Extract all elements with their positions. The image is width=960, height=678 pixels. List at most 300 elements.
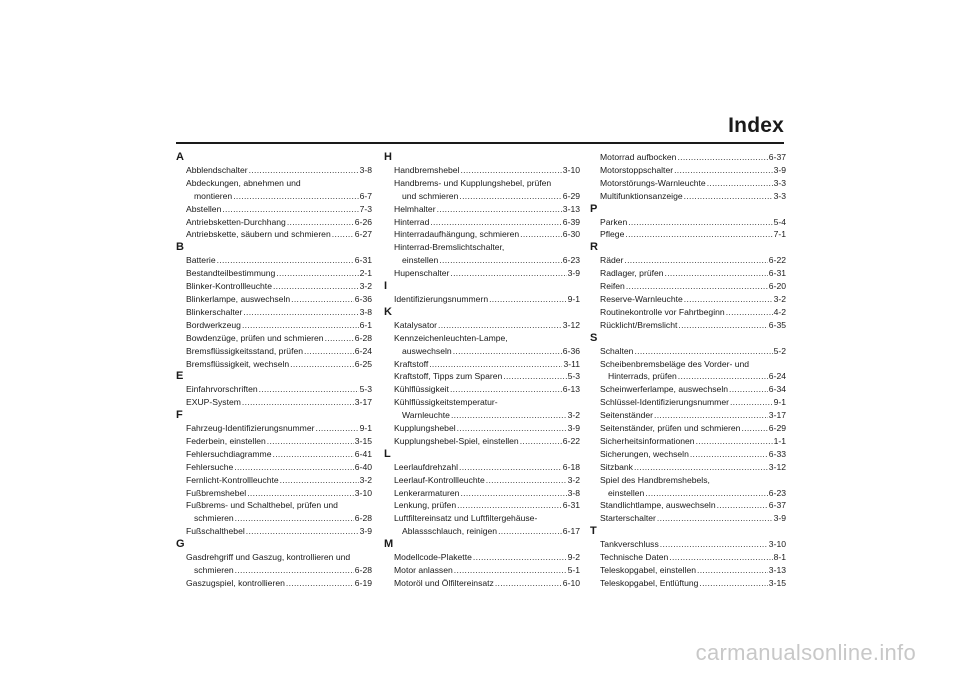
index-entry-page: 3-17 (768, 410, 786, 421)
index-entry-page: 6-28 (354, 513, 372, 524)
index-entry (176, 216, 372, 229)
index-entry (590, 151, 786, 164)
index-entry-text: Hinterrads, prüfen (608, 371, 677, 382)
index-entry-text: Leerlauf-Kontrollleuchte (394, 474, 485, 485)
dot-leader (454, 564, 567, 577)
index-entry-text: Lenkung, prüfen (394, 500, 457, 511)
dot-leader (267, 435, 354, 448)
index-entry-page: 3-3 (773, 177, 786, 188)
index-entry-page: 3-15 (354, 435, 372, 446)
dot-leader (243, 306, 358, 319)
index-entry-page: 6-23 (768, 487, 786, 498)
index-entry-text: Blinkerlampe, auswechseln (186, 293, 291, 304)
index-entry-text: Bowdenzüge, prüfen und schmieren (186, 332, 324, 343)
index-entry-page: 6-24 (354, 345, 372, 356)
index-entry-text: Bremsflüssigkeit, wechseln (186, 358, 290, 369)
dot-leader (437, 203, 562, 216)
index-entry (590, 370, 786, 383)
dot-leader (453, 345, 562, 358)
index-entry-page: 3-9 (773, 513, 786, 524)
index-entry-text: Antriebskette, säubern und schmieren (186, 229, 331, 240)
index-entry-text: Lenkerarmaturen (394, 487, 460, 498)
index-entry-page: 3-13 (768, 565, 786, 575)
index-entry (384, 499, 580, 512)
index-entry-page: 3-8 (359, 164, 372, 175)
index-entry (384, 435, 580, 448)
index-entry (590, 228, 786, 241)
index-entry-text: Blinker-Kontrollleuchte (186, 281, 272, 292)
index-column-1 (176, 151, 372, 590)
index-entry (590, 409, 786, 422)
index-entry-text: Hinterrad (394, 216, 430, 227)
index-entry (590, 577, 786, 590)
index-entry (384, 228, 580, 241)
index-entry-text: Multifunktionsanzeige (600, 190, 683, 201)
index-entry (590, 538, 786, 551)
index-letter-heading: P (590, 202, 598, 215)
dot-leader (430, 216, 561, 229)
dot-leader (626, 280, 768, 293)
index-entry (590, 216, 786, 229)
dot-leader (290, 358, 354, 371)
index-entry-page: 6-36 (354, 293, 372, 304)
index-entry-text: Warnleuchte (402, 410, 450, 421)
index-entry-page: 6-37 (768, 500, 786, 511)
index-entry (384, 564, 580, 577)
index-entry (176, 525, 372, 538)
index-entry (176, 267, 372, 280)
dot-leader (624, 254, 767, 267)
index-entry-text: Motorstörungs-Warnleuchte (600, 177, 706, 188)
dot-leader (460, 164, 561, 177)
dot-leader (628, 216, 772, 229)
index-entry-page: 3-9 (773, 164, 786, 175)
index-entry-text: Leerlaufdrehzahl (394, 461, 459, 472)
index-entry (590, 319, 786, 332)
index-entry (590, 448, 786, 461)
index-entry-page: 6-41 (354, 448, 372, 459)
index-entry-text: Modellcode-Plakette (394, 552, 472, 563)
index-entry (384, 164, 580, 177)
index-entry-text: montieren (194, 190, 233, 201)
dot-leader (625, 228, 772, 241)
index-entry (176, 228, 372, 241)
index-entry (590, 280, 786, 293)
index-entry-text: Parken (600, 216, 628, 227)
index-entry-page: 6-22 (768, 255, 786, 266)
dot-leader (217, 254, 354, 267)
index-entry-text: Abstellen (186, 203, 222, 214)
dot-leader (634, 345, 772, 358)
index-entry-page: 6-22 (562, 435, 580, 446)
index-entry (176, 293, 372, 306)
dot-leader (634, 461, 768, 474)
index-entry (176, 461, 372, 474)
dot-leader (654, 409, 768, 422)
index-letter-heading: H (384, 151, 392, 163)
dot-leader (520, 435, 562, 448)
dot-leader (503, 370, 566, 383)
dot-leader (235, 512, 354, 525)
index-entry-text: Sicherheitsinformationen (600, 435, 695, 446)
dot-leader (249, 164, 359, 177)
index-entry (176, 358, 372, 371)
index-entry-heading: Luftfiltereinsatz und Luftfiltergehäuse- (394, 513, 538, 524)
index-entry (590, 499, 786, 512)
index-entry-page: 6-29 (768, 423, 786, 434)
index-entry-text: Kraftstoff, Tipps zum Sparen (394, 371, 503, 382)
index-entry-page: 9-1 (359, 423, 372, 434)
index-entry-text: Handbremshebel (394, 164, 460, 175)
index-entry (384, 383, 580, 396)
index-entry-text: Fehlersuchdiagramme (186, 448, 272, 459)
index-entry-text: Sitzbank (600, 461, 633, 472)
index-entry-text: Katalysator (394, 319, 437, 330)
dot-leader (684, 190, 773, 203)
index-entry-text: Routinekontrolle vor Fahrtbeginn (600, 306, 725, 317)
index-entry-page: 9-1 (773, 397, 786, 408)
dot-leader (657, 512, 773, 525)
index-entry-text: Abblendschalter (186, 164, 248, 175)
index-entry-text: einstellen (402, 255, 439, 266)
index-entry-text: Motorstoppschalter (600, 164, 674, 175)
dot-leader (699, 577, 767, 590)
index-entry (590, 293, 786, 306)
index-entry-text: auswechseln (402, 345, 452, 356)
index-entry-text: Kraftstoff (394, 358, 429, 369)
index-entry-page: 6-39 (562, 216, 580, 227)
index-entry-page: 5-3 (359, 384, 372, 395)
index-entry-page: 6-30 (562, 229, 580, 240)
index-entry-heading: Scheibenbremsbeläge des Vorder- und (600, 358, 750, 369)
dot-leader (457, 422, 567, 435)
index-entry (176, 332, 372, 345)
index-entry-page: 7-3 (359, 203, 372, 214)
index-entry-text: Ablassschlauch, reinigen (402, 526, 498, 537)
index-entry-heading: Abdeckungen, abnehmen und (186, 177, 301, 188)
index-entry-page: 6-31 (768, 268, 786, 279)
index-entry-text: Teleskopgabel, einstellen (600, 565, 697, 575)
index-entry-text: Antriebsketten-Durchhang (186, 216, 286, 227)
index-entry-page: 3-2 (359, 281, 372, 292)
index-entry-page: 6-24 (768, 371, 786, 382)
index-entry-page: 3-2 (359, 474, 372, 485)
index-entry (384, 370, 580, 383)
index-entry-page: 6-20 (768, 281, 786, 292)
index-letter-heading: A (176, 151, 184, 163)
index-entry-text: Reifen (600, 281, 625, 292)
index-entry-text: und schmieren (402, 190, 459, 201)
index-entry-page: 3-3 (773, 190, 786, 201)
index-entry-text: schmieren (194, 513, 234, 524)
dot-leader (669, 551, 772, 564)
index-entry-text: Schalten (600, 345, 634, 356)
index-entry (384, 203, 580, 216)
dot-leader (726, 306, 773, 319)
index-entry-text: Fußschalthebel (186, 526, 245, 537)
index-entry-text: Hinterradaufhängung, schmieren (394, 229, 520, 240)
index-entry-text: Kühlflüssigkeit (394, 384, 449, 395)
index-entry (384, 577, 580, 590)
dot-leader (660, 538, 768, 551)
index-letter-heading: T (590, 525, 597, 538)
dot-leader (233, 190, 358, 203)
index-entry-text: Fahrzeug-Identifizierungsnummer (186, 423, 315, 434)
index-entry-text: Bestandteilbestimmung (186, 268, 276, 279)
index-entry-text: Einfahrvorschriften (186, 384, 258, 395)
index-entry-page: 6-37 (768, 152, 786, 162)
index-entry-page: 6-10 (562, 577, 580, 588)
watermark: carmanualsonline.info (695, 640, 916, 665)
index-entry (384, 190, 580, 203)
index-entry-page: 6-28 (354, 565, 372, 575)
index-column-2 (384, 151, 580, 590)
index-entry (176, 577, 372, 590)
index-entry-page: 3-2 (567, 410, 580, 421)
dot-leader (242, 396, 354, 409)
index-entry-text: Seitenständer (600, 410, 654, 421)
index-entry (176, 345, 372, 358)
dot-leader (291, 293, 354, 306)
index-entry-page: 1-1 (773, 435, 786, 446)
index-entry-text: schmieren (194, 565, 234, 575)
index-entry (176, 254, 372, 267)
index-entry-page: 3-9 (359, 526, 372, 537)
index-entry (176, 319, 372, 332)
dot-leader (457, 499, 562, 512)
index-entry (590, 254, 786, 267)
dot-leader (690, 448, 768, 461)
index-entry-page: 3-10 (354, 487, 372, 498)
dot-leader (304, 345, 354, 358)
index-entry-text: Motoröl und Ölfiltereinsatz (394, 577, 494, 588)
dot-leader (276, 267, 358, 280)
dot-leader (741, 422, 767, 435)
index-entry-text: Sicherungen, wechseln (600, 448, 689, 459)
title-rule (176, 142, 784, 144)
dot-leader (665, 267, 768, 280)
index-entry-page: 9-1 (567, 293, 580, 304)
index-entry (590, 267, 786, 280)
index-entry-text: Kupplungshebel-Spiel, einstellen (394, 435, 519, 446)
dot-leader (332, 228, 354, 241)
dot-leader (707, 177, 773, 190)
index-entry (176, 474, 372, 487)
index-entry-page: 6-28 (354, 332, 372, 343)
index-entry-page: 3-11 (563, 358, 580, 369)
dot-leader (677, 151, 767, 164)
index-entry-page: 6-40 (354, 461, 372, 472)
index-entry (590, 396, 786, 409)
index-entry-heading: Handbrems- und Kupplungshebel, prüfen (394, 177, 552, 188)
index-entry (384, 216, 580, 229)
index-entry (590, 461, 786, 474)
dot-leader (678, 319, 767, 332)
index-entry-text: Rücklicht/Bremslicht (600, 319, 678, 330)
index-entry-text: Seitenständer, prüfen und schmieren (600, 423, 741, 434)
index-entry-heading: Fußbrems- und Schalthebel, prüfen und (186, 500, 338, 511)
index-entry (176, 306, 372, 319)
dot-leader (520, 228, 562, 241)
index-entry-page: 6-31 (562, 500, 580, 511)
index-letter-heading: R (590, 241, 598, 254)
index-entry (590, 383, 786, 396)
index-entry (590, 551, 786, 564)
index-letter-heading: K (384, 305, 392, 318)
index-entry-text: Tankverschluss (600, 539, 659, 550)
index-entry-page: 5-1 (567, 565, 580, 575)
index-entry-page: 3-10 (768, 539, 786, 550)
index-entry (384, 358, 580, 371)
index-entry-heading: Hinterrad-Bremslichtschalter, (394, 242, 505, 253)
dot-leader (486, 474, 567, 487)
index-entry-text: Bremsflüssigkeitsstand, prüfen (186, 345, 304, 356)
index-entry-page: 5-2 (773, 345, 786, 356)
index-entry-page: 6-7 (359, 190, 372, 201)
index-entry-text: Blinkerschalter (186, 306, 243, 317)
index-entry (384, 319, 580, 332)
index-entry-page: 3-2 (773, 293, 786, 304)
index-entry (384, 461, 580, 474)
dot-leader (242, 319, 359, 332)
index-entry-page: 6-17 (562, 526, 580, 537)
index-entry (384, 254, 580, 267)
index-entry (384, 409, 580, 422)
index-entry-page: 6-34 (768, 384, 786, 395)
index-entry-text: Pflege (600, 229, 625, 240)
index-entry-page: 6-27 (354, 229, 372, 240)
index-entry (590, 306, 786, 319)
index-entry (384, 525, 580, 538)
index-entry-text: Reserve-Warnleuchte (600, 293, 683, 304)
index-entry-text: Helmhalter (394, 203, 436, 214)
dot-leader (439, 254, 561, 267)
index-letter-heading: I (384, 280, 388, 293)
index-entry (590, 512, 786, 525)
dot-leader (273, 448, 354, 461)
dot-leader (495, 577, 562, 590)
index-entry-text: Fernlicht-Kontrollleuchte (186, 474, 279, 485)
dot-leader (729, 383, 768, 396)
index-entry-page: 3-2 (567, 474, 580, 485)
index-entry (590, 177, 786, 190)
index-entry-text: einstellen (608, 487, 645, 498)
index-letter-heading: F (176, 409, 183, 422)
dot-leader (222, 203, 358, 216)
index-entry-page: 3-13 (562, 203, 580, 214)
index-letter-heading: E (176, 370, 184, 383)
index-entry-text: Scheinwerferlampe, auswechseln (600, 384, 729, 395)
dot-leader (438, 319, 562, 332)
dot-leader (489, 293, 566, 306)
index-letter-heading: L (384, 447, 391, 460)
dot-leader (246, 525, 359, 538)
index-entry (176, 203, 372, 216)
index-entry-page: 3-8 (359, 306, 372, 317)
index-entry (384, 551, 580, 564)
index-entry-text: Motor anlassen (394, 565, 453, 575)
index-entry (384, 293, 580, 306)
dot-leader (498, 525, 562, 538)
index-entry (590, 164, 786, 177)
index-entry-page: 6-18 (562, 461, 580, 472)
index-entry (176, 396, 372, 409)
index-entry-page: 3-12 (562, 319, 580, 330)
index-letter-heading: S (590, 331, 598, 344)
index-entry-page: 6-35 (768, 319, 786, 330)
dot-leader (286, 577, 354, 590)
index-entry-page: 6-23 (562, 255, 580, 266)
index-entry-text: Technische Daten (600, 552, 669, 563)
index-letter-heading: G (176, 538, 185, 551)
dot-leader (287, 216, 354, 229)
index-entry (176, 383, 372, 396)
index-entry (590, 422, 786, 435)
index-entry-page: 7-1 (773, 229, 786, 240)
dot-leader (473, 551, 567, 564)
dot-leader (273, 280, 359, 293)
dot-leader (460, 487, 566, 500)
dot-leader (459, 190, 561, 203)
index-entry-page: 6-31 (354, 255, 372, 266)
index-column-3 (590, 151, 786, 590)
index-entry-page: 6-13 (562, 384, 580, 395)
index-entry-text: Kupplungshebel (394, 423, 456, 434)
dot-leader (429, 358, 562, 371)
index-entry (590, 564, 786, 577)
index-entry-page: 9-2 (567, 552, 580, 563)
index-entry-text: Standlichtlampe, auswechseln (600, 500, 716, 511)
index-entry-page: 3-17 (354, 397, 372, 408)
dot-leader (325, 332, 354, 345)
index-entry-heading: Kennzeichenleuchten-Lampe, (394, 332, 508, 343)
index-entry (384, 422, 580, 435)
dot-leader (280, 474, 359, 487)
index-entry-text: Teleskopgabel, Entlüftung (600, 577, 699, 588)
index-entry-heading: Gasdrehgriff und Gaszug, kontrollieren und (186, 552, 351, 563)
index-entry (384, 267, 580, 280)
dot-leader (450, 383, 562, 396)
index-entry (590, 487, 786, 500)
index-entry-page: 3-9 (567, 268, 580, 279)
index-entry-page: 6-33 (768, 448, 786, 459)
index-entry (590, 190, 786, 203)
dot-leader (234, 461, 354, 474)
index-entry (590, 345, 786, 358)
index-entry-text: Räder (600, 255, 624, 266)
index-entry-page: 6-29 (562, 190, 580, 201)
index-letter-heading: B (176, 241, 184, 254)
index-entry-text: Bordwerkzeug (186, 319, 241, 330)
dot-leader (451, 409, 567, 422)
index-entry-heading: Kühlflüssigkeitstemperatur- (394, 397, 498, 408)
index-entry-text: Federbein, einstellen (186, 435, 266, 446)
index-entry-text: Hupenschalter (394, 268, 450, 279)
index-entry (176, 564, 372, 577)
index-entry-page: 4-2 (773, 306, 786, 317)
dot-leader (696, 435, 773, 448)
index-entry-text: Motorrad aufbocken (600, 152, 677, 162)
dot-leader (674, 164, 772, 177)
dot-leader (645, 487, 767, 500)
index-entry-text: Gaszugspiel, kontrollieren (186, 577, 285, 588)
index-entry-page: 6-1 (359, 319, 372, 330)
index-entry (176, 190, 372, 203)
index-entry-page: 5-4 (773, 216, 786, 227)
index-entry-text: Radlager, prüfen (600, 268, 664, 279)
index-entry-heading: Spiel des Handbremshebels, (600, 474, 710, 485)
index-entry-text: Identifizierungsnummern (394, 293, 489, 304)
